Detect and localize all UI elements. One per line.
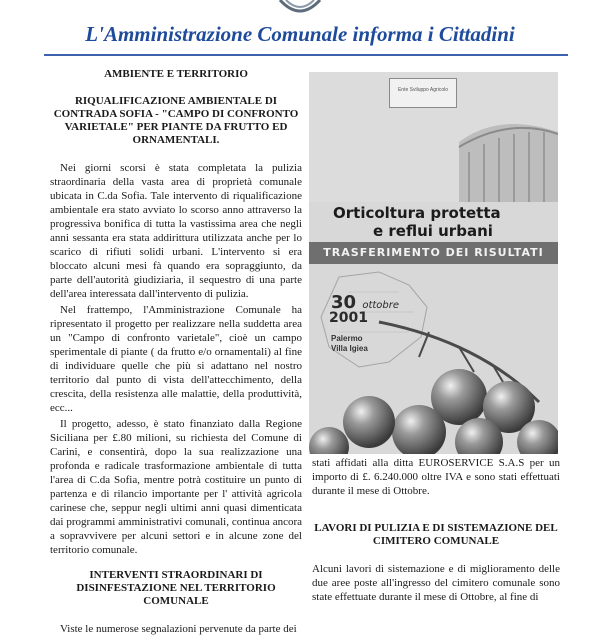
poster-logo (389, 78, 457, 108)
poster-title: Orticoltura protetta e reflui urbani (333, 204, 501, 240)
paragraph: Nel frattempo, l'Amministrazione Comunale ha ripresentato il progetto per realizzare nella suddetta area un "Campo di confronto varietale", cioè un campo sperimentale di piante ( da frutto e/o ornamentali) al fine di individuare quelle che più si adattano nel nostro territorio dal punto di vista dell'attecchimento, della crescita, della resistenza alle malattie, della produttività, ecc... (50, 304, 302, 414)
poster-place: Palermo Villa Igiea (331, 334, 368, 353)
left-column (50, 68, 302, 636)
poster-date-year: 2001 (329, 310, 368, 326)
poster-subtitle: TRASFERIMENTO DEI RISULTATI (323, 246, 544, 259)
article-title: LAVORI DI PULIZIA E DI SISTEMAZIONE DEL CIMITERO COMUNALE (314, 522, 558, 547)
conference-poster-image (309, 72, 558, 454)
section-heading: AMBIENTE E TERRITORIO (104, 68, 248, 80)
right-continuation-text: stati affidati alla ditta EUROSERVICE S.A.S per un importo di £. 6.240.000 oltre IVA e sono stati effettuati durante il mese di Ottobre. (312, 457, 560, 497)
poster-date-day: 30 ottobre (331, 292, 400, 313)
article-title: INTERVENTI STRAORDINARI DI DISINFESTAZIONE NEL TERRITORIO COMUNALE (76, 569, 276, 607)
paragraph: Il progetto, adesso, è stato finanziato dalla Regione Siciliana per £.80 milioni, su richiesta del Comune di Carini, e consentirà, dopo la sua realizzazione una profonda e radicale trasformazione ambientale di tutta l'area di C.da Sofia, mentre potrà costituire un punto di partenza e di rilancio importante per l' attività agricola carinese che, seppur negli ultimi anni quasi dimenticata dai programmi amministrativi comunali, continua ancora a sopravvivere per alcuni settori e in alcune zone del territorio comunale. (50, 418, 302, 556)
article-title: RIQUALIFICAZIONE AMBIENTALE DI CONTRADA SOFIA - "CAMPO DI CONFRONTO VARIETALE" PER PIANTE DA FRUTTO ED ORNAMENTALI. (53, 95, 299, 146)
tomatoes-photo (309, 312, 558, 454)
page-header-title: L'Amministrazione Comunale informa i Cittadini (85, 22, 515, 46)
poster-logo-text: Ente Sviluppo Agricolo (397, 87, 449, 93)
header-divider (44, 54, 568, 56)
municipal-emblem-icon (270, 0, 330, 16)
paragraph: Alcuni lavori di sistemazione e di miglioramento delle due aree poste all'ingresso del cimitero comunale sono state effettuate durante il mese di Ottobre, al fine di (312, 563, 560, 603)
paragraph: Viste le numerose segnalazioni pervenute da parte dei (60, 623, 297, 635)
paragraph: Nei giorni scorsi è stata completata la pulizia straordinaria della vasta area di proprietà comunale ubicata in C.da Sofia. Tale intervento di riqualificazione ambientale era stato avviato lo scorso anno attraverso la progressiva bonifica di tutta la vastissima area che negli anni sessanta era stata addirittura utilizzata anche per lo scarico di rifiuti solidi urbani. L'intervento si era bloccato alcuni mesi fà quando era sopraggiunto, da parte dell'autorità giudiziaria, il sequestro di una parte dell'area interessata dall'intervento di pulizia. (50, 162, 302, 300)
